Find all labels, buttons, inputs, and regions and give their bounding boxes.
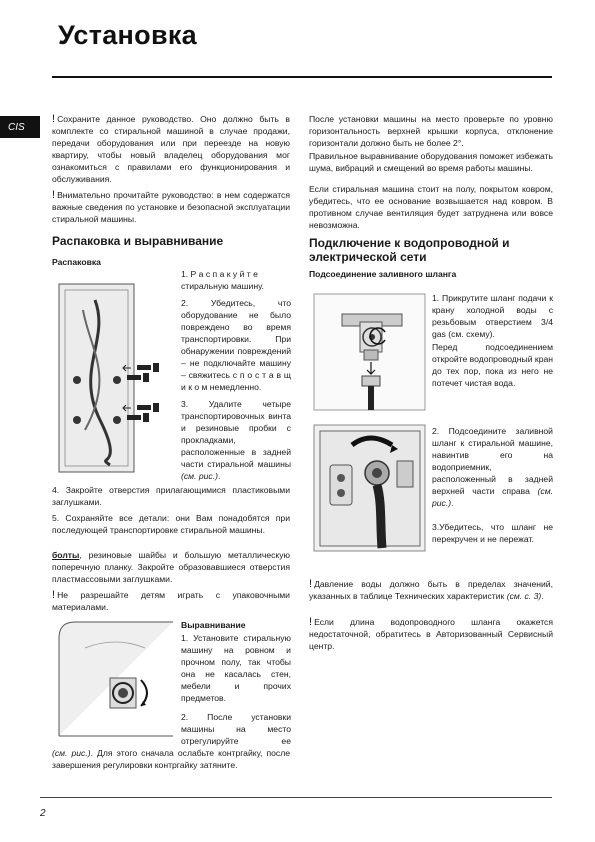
subtitle-inlet-hose: Подсоединение заливного шланга [309, 269, 457, 279]
leveling-figure [55, 618, 173, 740]
note-read-manual: ! Внимательно прочитайте руководство: в нем содержатся важные сведения по установке и безопасной эксплуатации стиральной машины. [52, 189, 290, 224]
unpacking-figure [55, 280, 175, 476]
title-divider [52, 76, 552, 78]
hose-connection-figure [312, 423, 427, 553]
section-title-connection: Подключение к водопроводной и электрической сети [309, 236, 510, 264]
unpack-step-5: 5. Сохраняйте все детали: они Вам понадобятся при последующей транспортировке стиральной машины. [52, 513, 290, 535]
page-number: 2 [40, 808, 46, 819]
level-check-text: После установки машины на место проверьте по уровню горизонтальность верхней крышки корпуса, отклонение горизонтали должно быть не более 2°. [309, 114, 553, 148]
carpet-text: Если стиральная машина стоит на полу, покрытом ковром, убедитесь, что ее основание возвышается над ковром. В противном случае вентиляция будет затруднена или вовсе невозможна. [309, 184, 553, 230]
warning-icon: ! [52, 113, 56, 125]
note-water-pressure: ! Давление воды должно быть в пределах значений, указанных в таблице Технических характеристик (см. с. 3). [309, 578, 553, 601]
tap-figure [312, 292, 427, 412]
language-tab: CIS [0, 116, 40, 138]
note-children: ! Не разрешайте детям играть с упаковочными материалами. [52, 589, 290, 612]
footer-divider [40, 797, 552, 798]
level-benefit-text: Правильное выравнивание оборудования поможет избежать шума, вибраций и смещений во время работы машины. [309, 151, 553, 173]
section-title-unpacking: Распаковка и выравнивание [52, 234, 224, 248]
note-keep-manual: ! Сохраните данное руководство. Оно должно быть в комплекте со стиральной машиной в случае продажи, передачи оборудования или при переезде на новую квартиру, чтобы новый владелец оборудования мог ознакомиться с правилами его функционирования и обслуживания. [52, 113, 290, 184]
level-step-1: 1. Установите стиральную машину на ровном и прочном полу, так чтобы она не касалась стен, мебели и прочих предметов. [181, 633, 291, 703]
bolts-word: болты [52, 550, 80, 560]
note-hose-length: ! Если длина водопроводного шланга окажется недостаточной, обратитесь в Авторизованный Сервисный центр. [309, 616, 553, 651]
hose-step-2: 2. Подсоедините заливной шланг к стиральной машине, навинтив его на водоприемник, расположенный в задней верхней части справа (см. рис.). [432, 426, 553, 508]
unpack-step-4: 4. Закройте отверстия прилагающимися пластиковыми заглушками. [52, 485, 290, 507]
unpack-step-2: 2. Убедитесь, что оборудование не было повреждено во время транспортировки. При обнаружении повреждений – не подключайте машину – свяжитесь с п о с т а в щ и к о м немедленно. [181, 298, 291, 392]
page-title: Установка [58, 20, 197, 50]
subtitle-unpacking: Распаковка [52, 257, 101, 267]
unpack-steps [181, 268, 291, 482]
warning-icon: ! [52, 589, 56, 601]
hose-step-1: 1. Прикрутите шланг подачи к крану холодной воды с резьбовым отверстием 3/4 gas (см. схему). Перед подсоединением откройте водопроводный кран до тех пор, пока из него не потечет чистая вода. [432, 293, 553, 388]
bolts-note: болты, резиновые шайбы и большую металлическую поперечную планку. Закройте образовавшиеся отверстия пластмассовыми заглушками. [52, 550, 290, 584]
warning-icon: ! [309, 616, 313, 628]
unpack-step-1: 1. Р а с п а к у й т е стиральную машину. [181, 269, 264, 291]
level-step-2-cont: (см. рис.). Для этого сначала ослабьте контргайку, после завершения регулировки контргайку затяните. [52, 748, 290, 770]
warning-icon: ! [309, 578, 313, 590]
hose-step-3: 3.Убедитесь, что шланг не перекручен и не пережат. [432, 522, 553, 544]
warning-icon: ! [52, 189, 56, 201]
unpack-step-3: 3. Удалите четыре транспортировочных винта и резиновые пробки с прокладками, расположенные в задней части стиральной машины (см. рис.). [181, 399, 291, 481]
level-step-2: 2. После установки машины на место отрегулируйте ее [181, 712, 291, 746]
subtitle-leveling: Выравнивание [181, 620, 246, 630]
